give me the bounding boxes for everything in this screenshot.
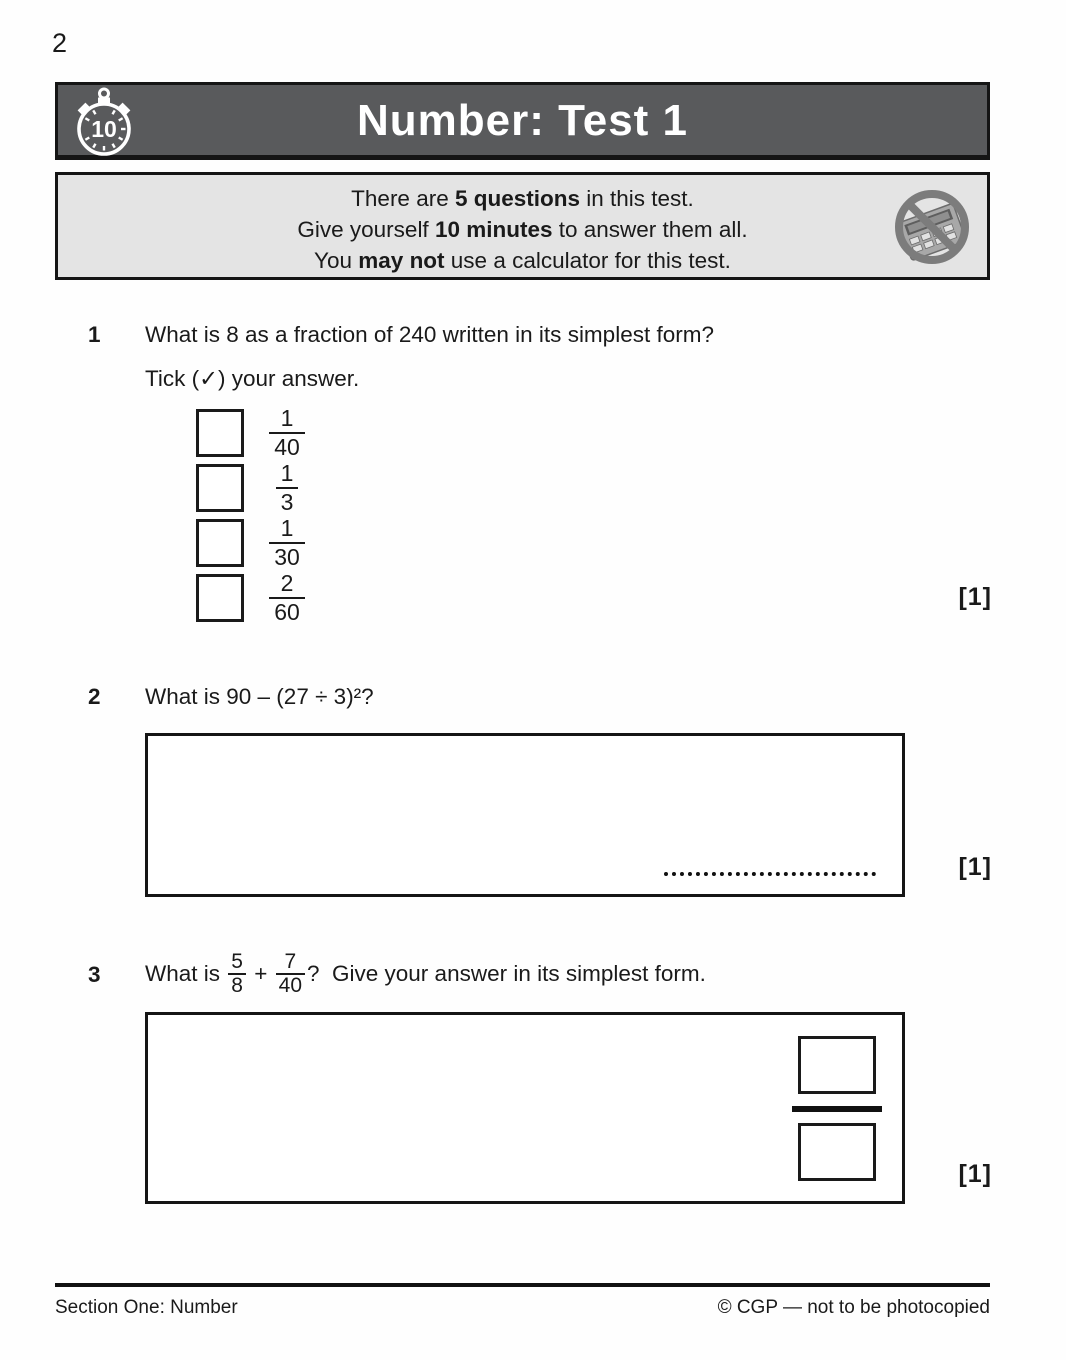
question-2-mark: [1]	[958, 853, 992, 881]
option-1-fraction: $\frac{1}{40}$	[248, 403, 326, 463]
question-1-number: 1	[88, 322, 101, 347]
option-2-checkbox[interactable]	[196, 464, 244, 512]
question-3-fraction-1: $\frac{5}{8}$	[228, 951, 246, 997]
question-1-text: What is 8 as a fraction of 240 written in its simplest form?	[145, 322, 714, 347]
option-3-fraction: $\frac{1}{30}$	[248, 513, 326, 573]
page-number: 2	[52, 28, 68, 58]
no-calculator-icon	[891, 186, 973, 273]
stopwatch-minutes: 10	[91, 116, 117, 142]
question-3-text: What is $\frac{5}{8}$ + $\frac{7}{40}$ ? Give your answer in its simplest form.	[145, 949, 706, 997]
option-4-fraction: $\frac{2}{60}$	[248, 568, 326, 628]
option-4-checkbox[interactable]	[196, 574, 244, 622]
option-3-checkbox[interactable]	[196, 519, 244, 567]
question-2-text: What is 90 – (27 ÷ 3)²?	[145, 684, 374, 709]
question-2-answer-box[interactable]	[145, 733, 905, 897]
question-2-answer-line[interactable]	[664, 872, 876, 876]
question-3-numerator-box[interactable]	[798, 1036, 876, 1094]
question-3-mark: [1]	[958, 1160, 992, 1188]
instructions-text	[58, 183, 987, 276]
footer-copyright: © CGP — not to be photocopied	[717, 1297, 990, 1318]
question-1-tick-instruction: Tick (✓) your answer.	[145, 366, 360, 391]
footer-section-label: Section One: Number	[55, 1297, 238, 1318]
instructions-line-3: You may not use a calculator for this test.	[314, 248, 731, 273]
question-3-denominator-box[interactable]	[798, 1123, 876, 1181]
test-header	[55, 82, 990, 160]
question-1-mark: [1]	[958, 583, 992, 611]
option-1-checkbox[interactable]	[196, 409, 244, 457]
question-2-number: 2	[88, 684, 101, 709]
question-3-answer-box[interactable]	[145, 1012, 905, 1204]
instructions-line-1: There are 5 questions in this test.	[351, 186, 694, 211]
question-3-number: 3	[88, 962, 101, 987]
footer-divider	[55, 1283, 990, 1287]
question-3-fraction-2: $\frac{7}{40}$	[276, 951, 305, 997]
page-title: Number: Test 1	[356, 96, 689, 145]
option-2-fraction: $\frac{1}{3}$	[248, 458, 326, 518]
instructions-box	[55, 172, 990, 280]
instructions-line-2: Give yourself 10 minutes to answer them all.	[297, 217, 748, 242]
question-3-fraction-bar	[792, 1106, 882, 1112]
